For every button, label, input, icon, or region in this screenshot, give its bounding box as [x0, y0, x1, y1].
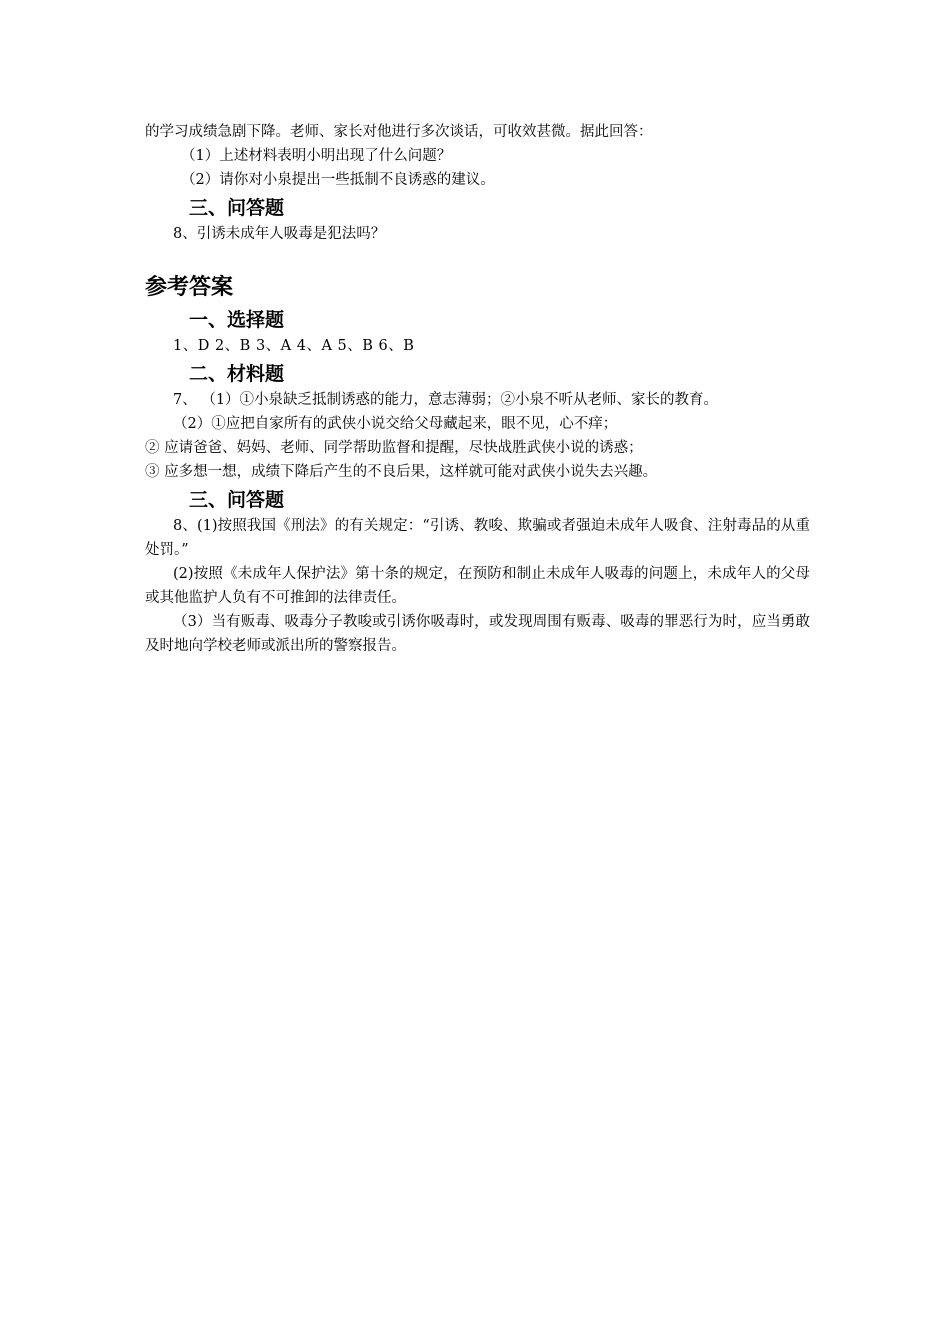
question-2: （2）请你对小泉提出一些抵制不良诱惑的建议。	[181, 172, 495, 188]
answer-section-3-heading: 三、问答题	[189, 489, 285, 511]
question-1: （1）上述材料表明小明出现了什么问题？	[181, 148, 452, 164]
answer-8-part-2: (2)按照《未成年人保护法》第十条的规定，在预防和制止未成年人吸毒的问题上，未成年人的父母或其他监护人负有不可推卸的法律责任。	[145, 566, 810, 606]
document-content	[145, 120, 810, 658]
answer-8-part-1: 8、(1)按照我国《刑法》的有关规定：“引诱、教唆、欺骗或者强迫未成年人吸食、注射毒品的从重处罚。”	[145, 518, 810, 558]
section-3-heading: 三、问答题	[189, 197, 285, 219]
answer-7-point-2: ② 应请爸爸、妈妈、老师、同学帮助监督和提醒，尽快战胜武侠小说的诱惑；	[145, 440, 643, 456]
answer-7-part-1: 7、 （1）①小泉缺乏抵制诱惑的能力，意志薄弱；②小泉不听从老师、家长的教育。	[173, 392, 719, 408]
answer-8-part-3: （3）当有贩毒、吸毒分子教唆或引诱你吸毒时，或发现周围有贩毒、吸毒的罪恶行为时，应当勇敢及时地向学校老师或派出所的警察报告。	[145, 614, 810, 654]
answer-7-part-2: （2）①应把自家所有的武侠小说交给父母藏起来，眼不见，心不痒；	[173, 416, 618, 432]
answer-choices: 1、D 2、B 3、A 4、A 5、B 6、B	[173, 338, 415, 354]
question-8: 8、引诱未成年人吸毒是犯法吗？	[173, 226, 386, 242]
answer-section-1-heading: 一、选择题	[189, 309, 285, 331]
answers-heading: 参考答案	[145, 275, 234, 300]
intro-line: 的学习成绩急剧下降。老师、家长对他进行多次谈话，可收效甚微。据此回答：	[145, 124, 653, 140]
answer-7-point-3: ③ 应多想一想，成绩下降后产生的不良后果，这样就可能对武侠小说失去兴趣。	[145, 464, 658, 480]
answer-section-2-heading: 二、材料题	[189, 363, 285, 385]
